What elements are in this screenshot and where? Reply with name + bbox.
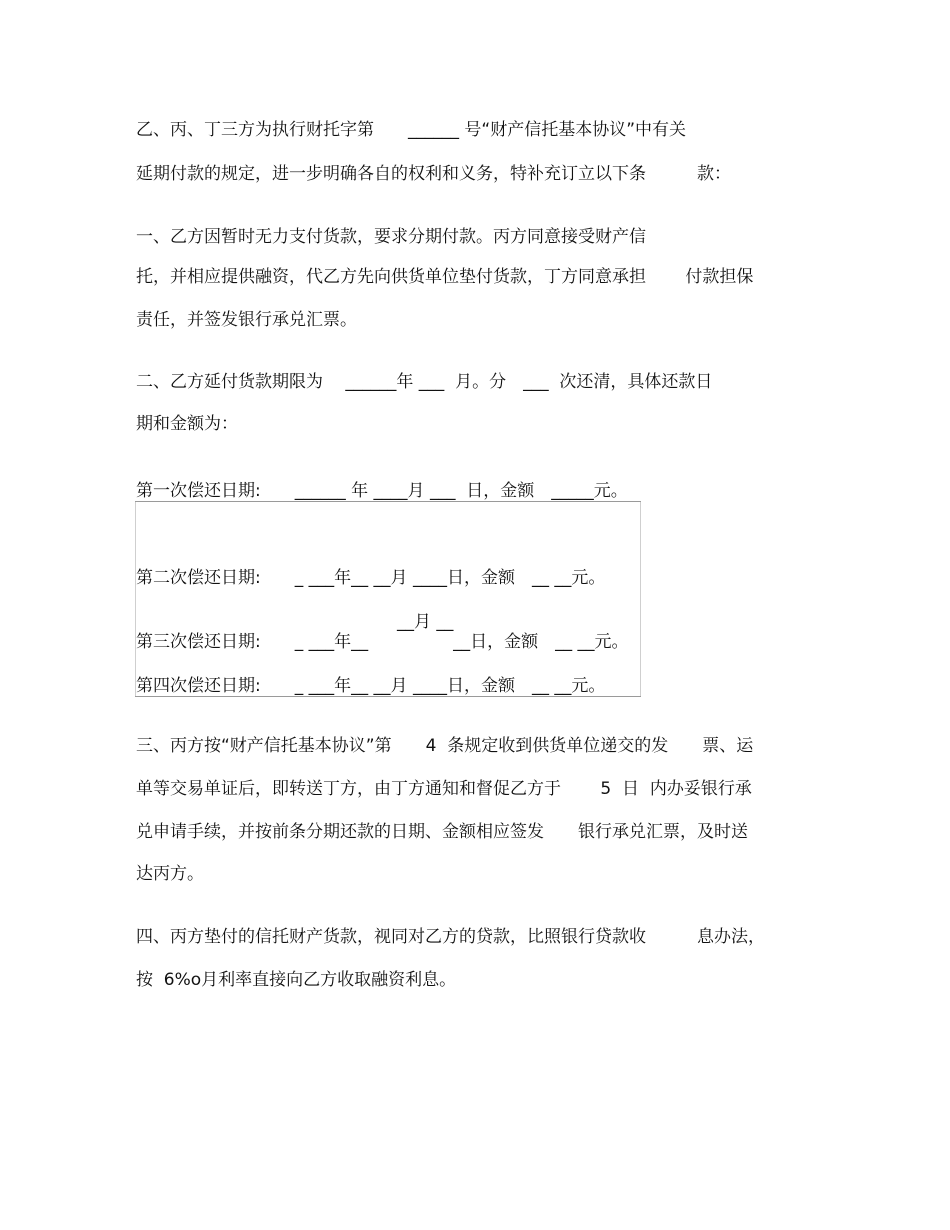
schedule-divider-1 [135, 501, 641, 502]
clause-2-line-1: 二、乙方延付货款期限为 ______年 ___ 月。分 ___ 次还清，具体还款日 [136, 372, 713, 392]
clause-3-line-4: 达丙方。 [136, 864, 204, 884]
schedule-row-2: 第二次偿还日期: _ ___年__ __月 ____日，金额 __ __元。 [136, 568, 606, 588]
clause-1-line-2: 托，并相应提供融资，代乙方先向供货单位垫付货款，丁方同意承担 付款担保 [136, 267, 754, 287]
schedule-row-3-month-overflow: __月 __ [397, 612, 454, 632]
intro-line-1: 乙、丙、丁三方为执行财托字第 ______ 号“财产信托基本协议”中有关 [136, 120, 687, 140]
clause-4-line-1: 四、丙方垫付的信托财产货款，视同对乙方的贷款，比照银行贷款收 息办法， [136, 927, 765, 947]
schedule-row-3: 第三次偿还日期: _ ___年__ __日，金额 __ __元。 [136, 632, 629, 652]
repayment-schedule-box [135, 501, 641, 697]
clause-2-line-2: 期和金额为： [136, 414, 238, 434]
clause-1-line-3: 责任，并签发银行承兑汇票。 [136, 310, 357, 330]
clause-4-line-2: 按 6%o月利率直接向乙方收取融资利息。 [136, 970, 457, 990]
schedule-row-4: 第四次偿还日期: _ ___年__ __月 ____日，金额 __ __元。 [136, 676, 606, 696]
clause-1-line-1: 一、乙方因暂时无力支付货款，要求分期付款。丙方同意接受财产信 [136, 227, 646, 247]
clause-3-line-1: 三、丙方按“财产信托基本协议”第 4 条规定收到供货单位递交的发 票、运 [136, 736, 754, 756]
schedule-divider-2 [135, 696, 641, 697]
schedule-row-1: 第一次偿还日期: ______ 年 ____月 ___ 日，金额 _____元。 [136, 481, 628, 501]
clause-3-line-2: 单等交易单证后，即转送丁方，由丁方通知和督促乙方于 5 日 内办妥银行承 [136, 779, 752, 799]
intro-line-2: 延期付款的规定，进一步明确各自的权利和义务，特补充订立以下条 款： [136, 164, 731, 184]
clause-3-line-3: 兑申请手续，并按前条分期还款的日期、金额相应签发 银行承兑汇票，及时送 [136, 822, 748, 842]
